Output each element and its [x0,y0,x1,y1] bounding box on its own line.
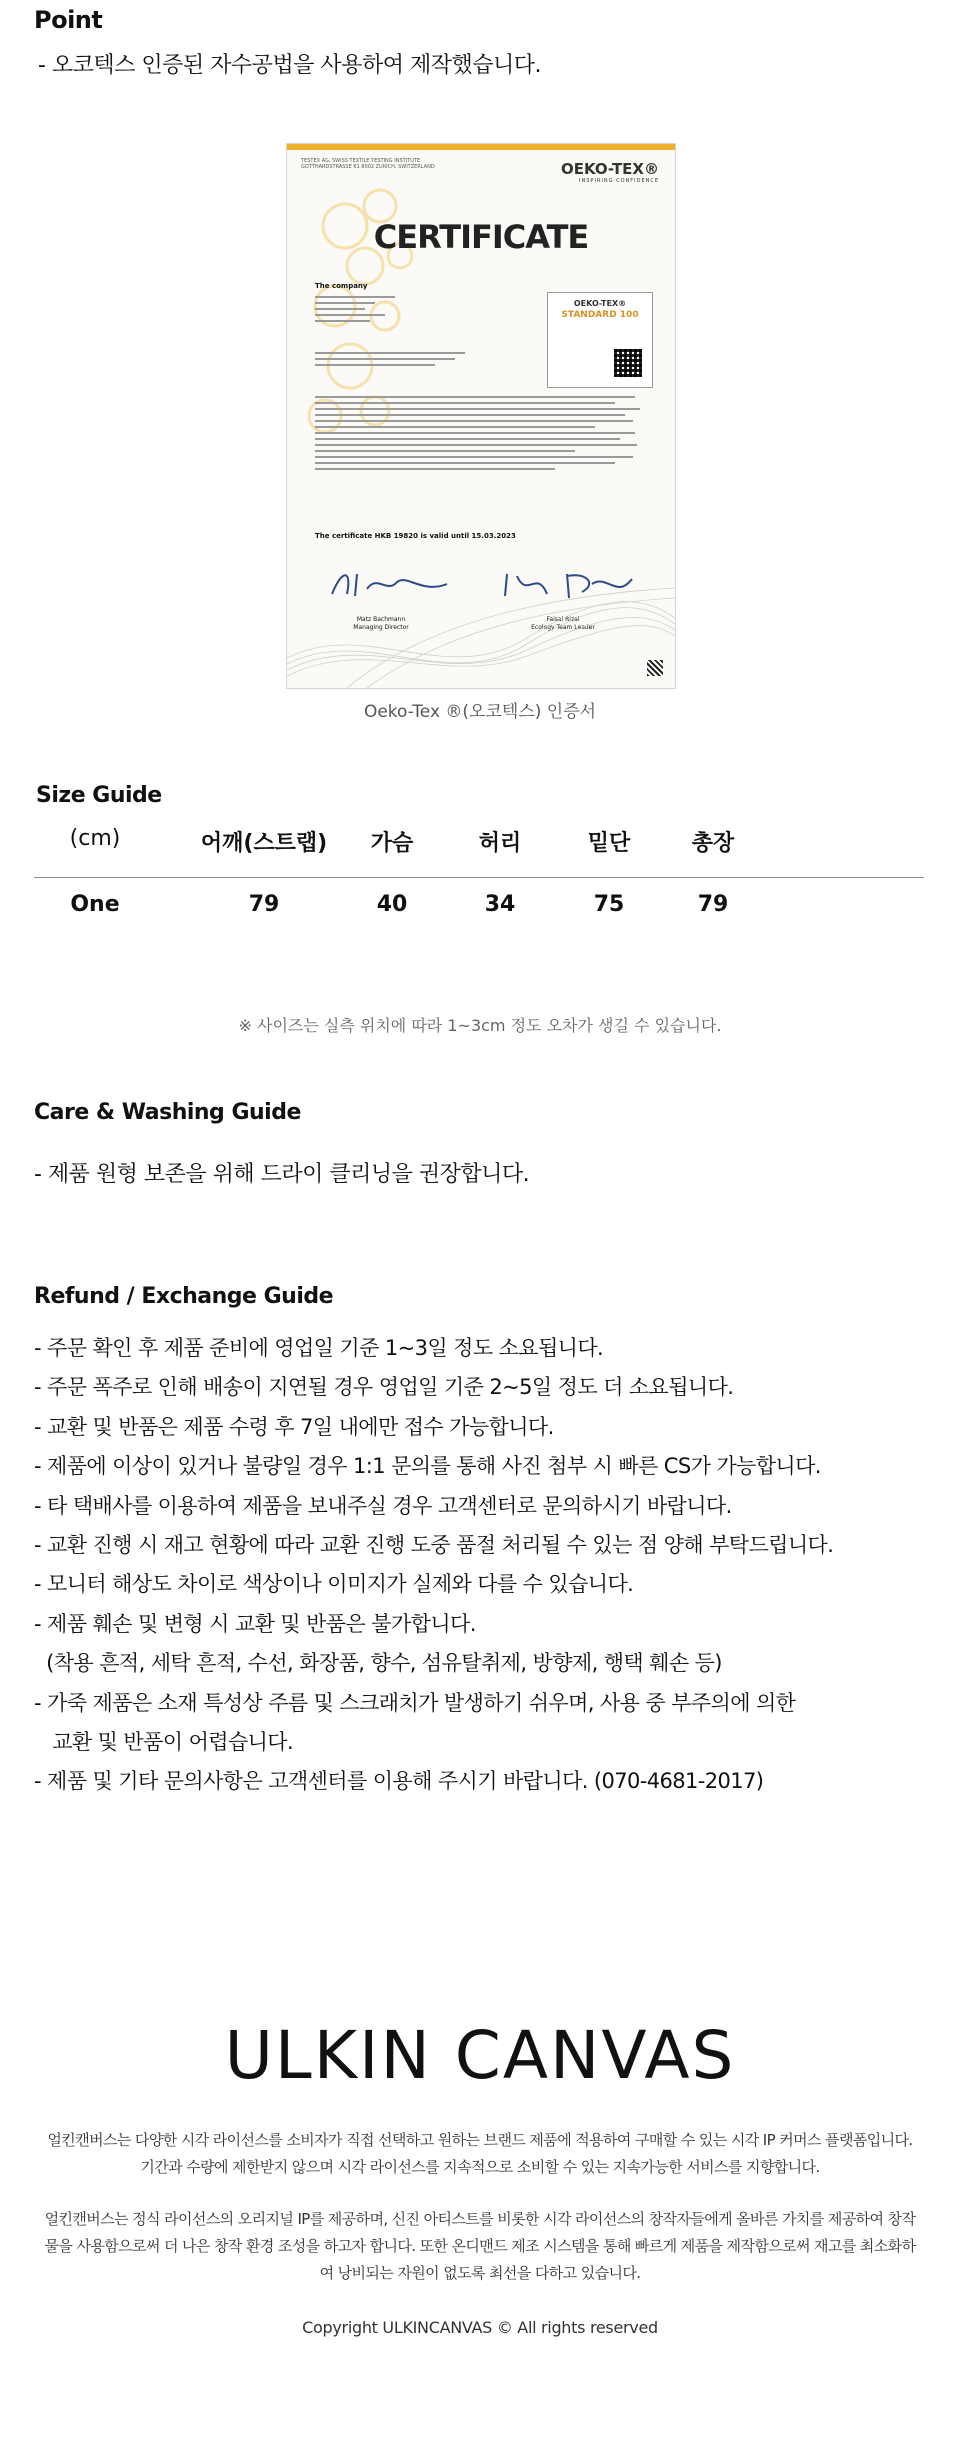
signer-2-name: Faisal Rizal [546,616,580,623]
brand-about-1: 얼킨캔버스는 다양한 시각 라이선스를 소비자가 직접 선택하고 원하는 브랜드 제품에 적용하여 구매할 수 있는 시각 IP 커머스 플랫폼입니다. 기간과 수량에 제한받지 않으며 시각 라이선스를 지속적으로 소비할 수 있는 지속가능한 서비스를 지향합니다. [47,2131,913,2176]
size-cell-length: 79 [697,892,729,917]
footer-qr-icon [647,660,663,676]
brand-about-2: 얼킨캔버스는 정식 라이선스의 오리지널 IP를 제공하며, 신진 아티스트를 비롯한 시각 라이선스의 창작자들에게 올바른 가치를 제공하여 창작물을 사용함으로써 더 나은 창작 환경 조성을 하고자 합니다. 또한 온디맨드 제조 시스템을 통해 빠르게 제품을 제작함으로써 재고를 최소화하여 낭비되는 자원이 없도록 최선을 다하고 있습니다. [44,2210,916,2282]
list-item: - 교환 진행 시 재고 현황에 따라 교환 진행 도중 품절 처리될 수 있는 점 양해 부탁드립니다. [34,1532,834,1557]
care-guide-title: Care & Washing Guide [34,1100,301,1125]
size-cell-shoulder: 79 [248,892,280,917]
signer-1-role: Managing Director [353,624,409,631]
list-item: - 제품 및 기타 문의사항은 고객센터를 이용해 주시기 바랍니다. (070-4681-2017) [34,1769,764,1794]
size-header-shoulder: 어깨(스트랩) [200,831,328,856]
size-header-waist: 허리 [478,831,522,856]
guilloche-pattern [287,578,675,688]
size-cell-chest: 40 [376,892,408,917]
point-description: - 오코텍스 인증된 자수공법을 사용하여 제작했습니다. [38,53,541,78]
oekotex-tagline: INSPIRING CONFIDENCE [579,178,659,184]
label-standard: STANDARD 100 [561,310,639,320]
signer-1-name: Matz Bachmann [356,616,406,623]
certificate-articles-block [315,396,645,474]
size-cell-waist: 34 [484,892,516,917]
qr-code-icon [614,349,642,377]
refund-guide-list [34,1329,934,1802]
certificate-image [286,143,676,689]
list-item: - 가죽 제품은 소재 특성상 주름 및 스크래치가 발생하기 쉬우며, 사용 중 부주의에 의한 [34,1690,796,1715]
size-guide-title: Size Guide [36,783,162,808]
size-guide-note: ※ 사이즈는 실측 위치에 따라 1~3cm 정도 오차가 생길 수 있습니다. [238,1016,722,1035]
size-cell-size: One [70,892,120,917]
size-header-chest: 가슴 [370,831,414,856]
size-header-unit: (cm) [69,826,121,851]
brand-logo: ULKIN CANVAS [224,2017,736,2094]
certificate-validity: The certificate HKB 19820 is valid until 15.03.2023 [315,532,516,540]
list-item: (착용 흔적, 세탁 흔적, 수선, 화장품, 향수, 섬유탈취제, 방향제, 행택 훼손 등) [34,1651,722,1676]
list-item: - 제품 훼손 및 변형 시 교환 및 반품은 불가합니다. [34,1611,476,1636]
list-item: - 주문 확인 후 제품 준비에 영업일 기준 1~3일 정도 소요됩니다. [34,1336,604,1360]
oekotex-logo-text: OEKO-TEX® [560,160,659,178]
certificate-caption: Oeko-Tex ®(오코텍스) 인증서 [363,702,597,722]
list-item: - 주문 폭주로 인해 배송이 지연될 경우 영업일 기준 2~5일 정도 더 소요됩니다. [34,1375,734,1400]
list-item: 교환 및 반품이 어렵습니다. [34,1729,294,1754]
size-cell-hem: 75 [593,892,625,917]
certificate-company-label: The company [315,282,368,290]
oekotex-logo [561,160,659,184]
list-item: - 타 택배사를 이용하여 제품을 보내주실 경우 고객센터로 문의하시기 바랍니다. [34,1493,732,1518]
standard-100-label [547,292,653,388]
care-guide-text: - 제품 원형 보존을 위해 드라이 클리닝을 권장합니다. [34,1162,530,1187]
signer-2-role: Ecology Team Leader [531,624,595,631]
certificate-heading: CERTIFICATE [373,218,589,256]
size-table-header [0,826,960,860]
certificate-address-block [315,296,485,326]
list-item: - 교환 및 반품은 제품 수령 후 7일 내에만 접수 가능합니다. [34,1414,554,1439]
list-item: - 모니터 해상도 차이로 색상이나 이미지가 실제와 다를 수 있습니다. [34,1572,634,1597]
size-header-hem: 밑단 [587,831,631,856]
certificate-top-bar [287,144,675,150]
label-brand: OEKO-TEX® [573,299,627,308]
size-header-length: 총장 [691,831,735,856]
table-row [0,892,960,926]
certificate-institute: TESTEX AG, SWISS TEXTILE TESTING INSTITUTE GOTTHARDSTRASSE 61 8002 ZURICH, SWITZERLAND [301,158,435,170]
point-title: Point [34,6,103,34]
list-item: - 제품에 이상이 있거나 불량일 경우 1:1 문의를 통해 사진 첨부 시 빠른 CS가 가능합니다. [34,1454,821,1479]
size-table-divider [34,877,924,878]
certificate-authorisation-block [315,352,485,370]
refund-guide-title: Refund / Exchange Guide [34,1284,334,1309]
copyright: Copyright ULKINCANVAS © All rights reserved [302,2318,658,2337]
